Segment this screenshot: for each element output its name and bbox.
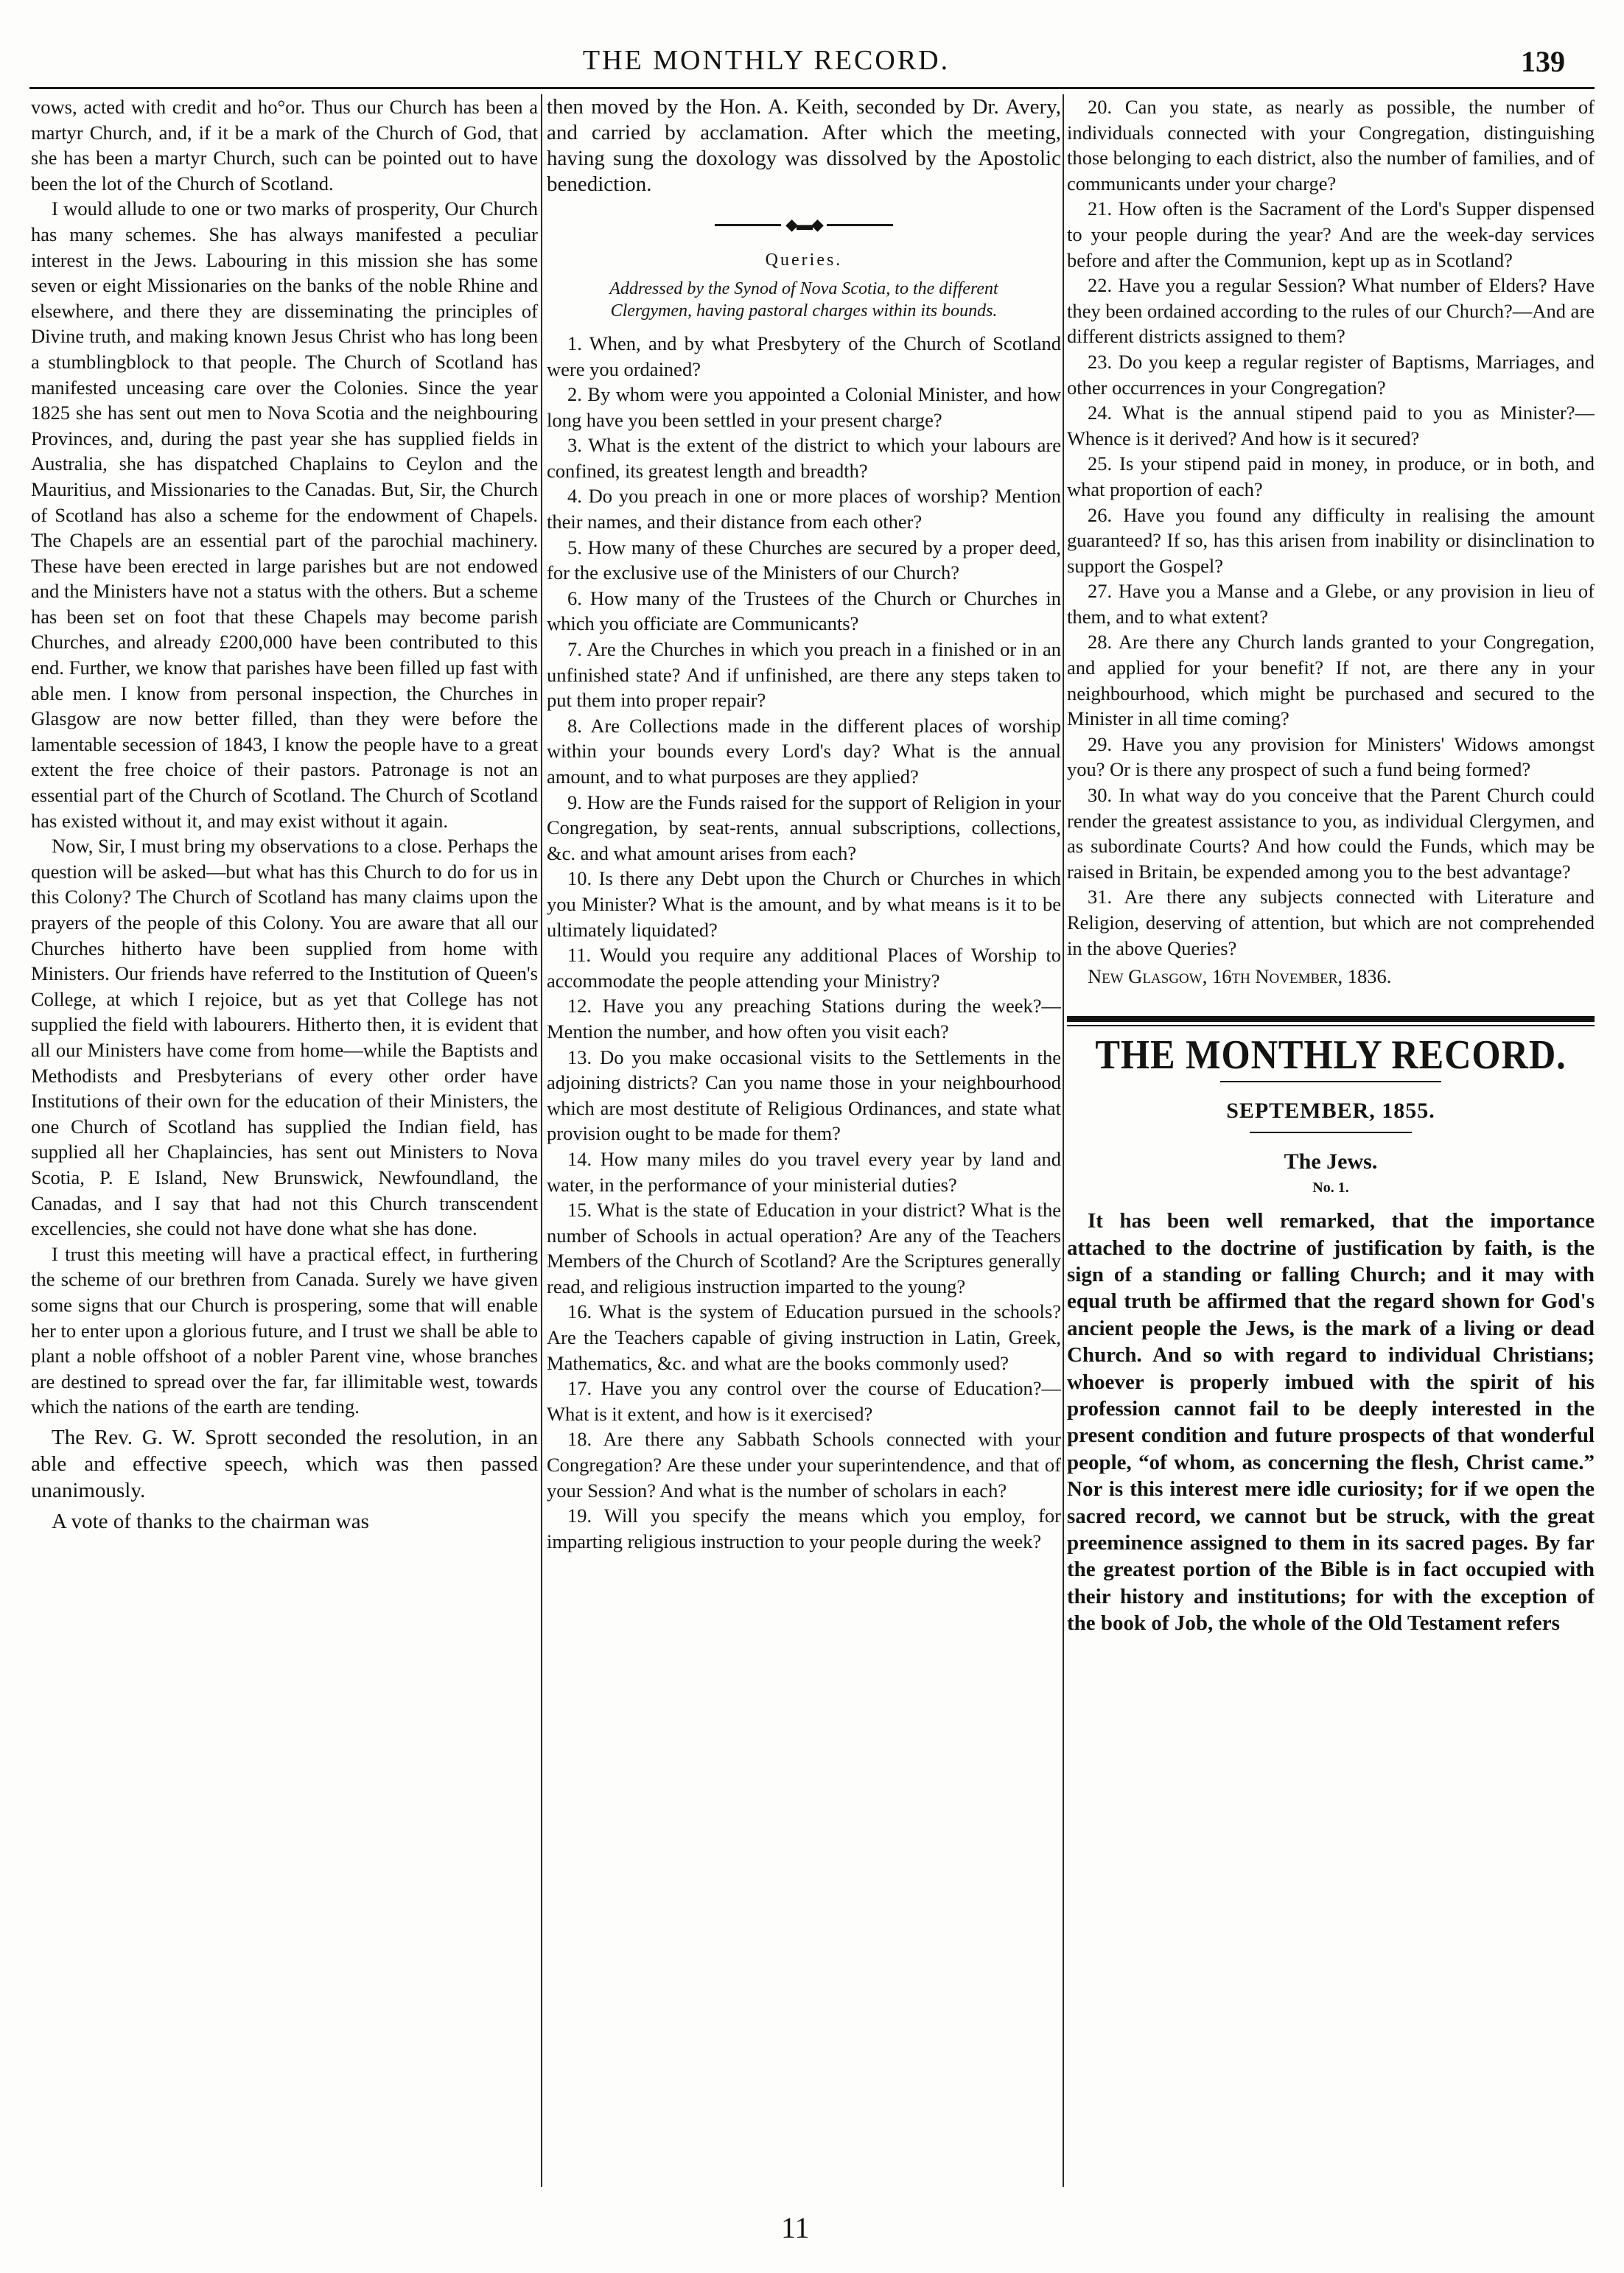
query-item-continued-1: 20. Can you state, as nearly as possible, the number of individuals connected with your Congregation, distinguishing those belonging to each district, also the number of families, and of communicants under your charge? xyxy=(1067,96,1595,195)
left-column xyxy=(31,94,538,2194)
query-item-continued-12: 31. Are there any subjects connected with Literature and Religion, deserving of attention, but which are not comprehended in the above Queries? xyxy=(1067,886,1595,959)
date-rule xyxy=(1250,1132,1412,1133)
section-body: It has been well remarked, that the importance attached to the doctrine of justification by faith, is the sign of a standing or falling Church; and it may with equal truth be affirmed that the regard shown for God's ancient people the Jews, is the mark of a living or dead Church. And so with regard to individual Christians; whoever is properly imbued with the spirit of his profession cannot fail to be deeply interested in the present condition and future prospects of that wonderful people, “of whom, as concerning the flesh, Christ came.” Nor is this interest mere idle curiosity; for if we open the sacred record, we cannot but be struck, with the great preeminence assigned to them in its sacred pages. By far the greatest portion of the Bible is in fact occupied with their history and institutions; for with the exception of the book of Job, the whole of the Old Testament refers xyxy=(1067,1209,1595,1636)
query-item-continued-6: 25. Is your stipend paid in money, in produce, or in both, and what proportion of each? xyxy=(1067,452,1595,500)
query-item-continued-5: 24. What is the annual stipend paid to you as Minister?—Whence is it derived? And how is it secured? xyxy=(1067,402,1595,449)
query-item-13: 13. Do you make occasional visits to the Settlements in the adjoining districts? Can you name those in your neighbourhood which are most destitute of Religious Ordinances, and state what provision ought to be made for them? xyxy=(547,1046,1061,1145)
query-item-14: 14. How many miles do you travel every year by land and water, in the performance of your ministerial duties? xyxy=(547,1147,1061,1196)
section-title: The Jews. xyxy=(1284,1149,1378,1174)
query-item-6: 6. How many of the Trustees of the Church or Churches in which you officiate are Communicants? xyxy=(547,586,1061,635)
printer-signature-mark: 11 xyxy=(781,2211,810,2244)
masthead-rule xyxy=(1220,1081,1441,1082)
query-item-17: 17. Have you any control over the course of Education?—What is it extent, and how is it exercised? xyxy=(547,1377,1061,1425)
query-item-1: 1. When, and by what Presbytery of the Church of Scotland were you ordained? xyxy=(547,332,1061,380)
masthead-date: SEPTEMBER, 1855. xyxy=(1226,1099,1435,1124)
section-thick-rule xyxy=(1067,1016,1595,1022)
left-paragraph-5: The Rev. G. W. Sprott seconded the resolution, in an able and effective speech, which was then passed unanimously. xyxy=(31,1425,538,1502)
header-rule xyxy=(29,87,1595,89)
dateline-signature: New Glasgow, 16th November, 1836. xyxy=(1088,965,1392,988)
queries-subheading: Addressed by the Synod of Nova Scotia, to the different Clergymen, having pastoral charges within its bounds. xyxy=(609,279,998,321)
masthead-title: THE MONTHLY RECORD. xyxy=(1095,1032,1567,1078)
queries-list-part-1 xyxy=(547,331,1061,1555)
right-column xyxy=(1067,94,1595,2194)
query-item-continued-4: 23. Do you keep a regular register of Baptisms, Marriages, and other occurrences in your Congregation? xyxy=(1067,350,1595,399)
query-item-continued-7: 26. Have you found any difficulty in realising the amount guaranteed? If so, has this arisen from inability or disinclination to support the Gospel? xyxy=(1067,503,1595,577)
section-thin-rule xyxy=(1067,1025,1595,1026)
query-item-continued-3: 22. Have you a regular Session? What number of Elders? Have they been ordained according to the rules of our Church?—And are different districts assigned to them? xyxy=(1067,274,1595,348)
queries-heading: Queries. xyxy=(765,251,843,270)
query-item-11: 11. Would you require any additional Places of Worship to accommodate the people attending your Ministry? xyxy=(547,944,1061,992)
query-item-continued-8: 27. Have you a Manse and a Glebe, or any provision in lieu of them, and to what extent? xyxy=(1067,580,1595,628)
meeting-conclusion: then moved by the Hon. A. Keith, seconded by Dr. Avery, and carried by acclamation. After which the meeting, having sung the doxology was dissolved by the Apostolic benediction. xyxy=(547,95,1061,196)
query-item-continued-11: 30. In what way do you conceive that the Parent Church could render the greatest assistance to you, as individual Clergymen, and as subordinate Courts? And how could the Funds, which may be raised in Britain, be expended among you to the best advantage? xyxy=(1067,784,1595,883)
query-item-continued-2: 21. How often is the Sacrament of the Lord's Supper dispensed to your people during the year? And are the week-day services before and after the Communion, kept up as in Scotland? xyxy=(1067,197,1595,271)
query-item-7: 7. Are the Churches in which you preach in a finished or in an unfinished state? And if unfinished, are there any steps taken to put them into proper repair? xyxy=(547,638,1061,712)
running-title: THE MONTHLY RECORD. xyxy=(582,45,951,76)
query-item-8: 8. Are Collections made in the different places of worship within your bounds every Lord's day? What is the annual amount, and to what purposes are they applied? xyxy=(547,714,1061,788)
left-paragraph-4: I trust this meeting will have a practical effect, in furthering the scheme of our brethren from Canada. Surely we have given some signs that our Church is prospering, some that will enable her to enter upon a glorious future, and I trust we shall be able to plant a noble offshoot of a nobler Parent vine, whose branches are destined to spread over the far, far illimitable west, towards which the nations of the earth are tending. xyxy=(31,1242,538,1418)
query-item-5: 5. How many of these Churches are secured by a proper deed, for the exclusive use of the Ministers of our Church? xyxy=(547,536,1061,584)
column-divider-left xyxy=(541,94,542,2187)
query-item-4: 4. Do you preach in one or more places of worship? Mention their names, and their distance from each other? xyxy=(547,485,1061,533)
query-item-12: 12. Have you any preaching Stations during the week?—Mention the number, and how often you visit each? xyxy=(547,995,1061,1043)
left-paragraph-6: A vote of thanks to the chairman was xyxy=(52,1509,369,1533)
query-item-16: 16. What is the system of Education pursued in the schools? Are the Teachers capable of giving instruction in Latin, Greek, Mathematics, &c. and what are the books commonly used? xyxy=(547,1300,1061,1374)
column-divider-right xyxy=(1063,94,1064,2187)
query-item-continued-10: 29. Have you any provision for Ministers' Widows amongst you? Or is there any prospect of such a fund being formed? xyxy=(1067,732,1595,781)
right-column-top xyxy=(1067,94,1595,1637)
query-item-2: 2. By whom were you appointed a Colonial Minister, and how long have you been settled in your present charge? xyxy=(547,383,1061,431)
section-number: No. 1. xyxy=(1312,1179,1349,1196)
left-paragraph-2: I would allude to one or two marks of prosperity, Our Church has many schemes. She has always manifested a peculiar interest in the Jews. Labouring in this mission she has some seven or eight Missionaries on the banks of the noble Rhine and elsewhere, and there they are disseminating the principles of Divine truth, and making known Jesus Christ who has long been a stumblingblock to that people. The Church of Scotland has manifested unceasing care over the Colonies. Since the year 1825 she has sent out men to Nova Scotia and the neighbouring Provinces, and, during the past year she has supplied fields in Australia, she has dispatched Chaplains to Ceylon and the Mauritius, and Missionaries to the Canadas. But, Sir, the Church of Scotland has also a scheme for the endowment of Chapels. The Chapels are an essential part of the parochial machinery. These have been erected in large parishes but are not endowed and the Ministers have not a status with the others. But a scheme has been set on foot that these Chapels may become parish Churches, and already £200,000 have been contributed to this end. Further, we know that parishes have been filled up fast with able men. I know from personal inspection, the Churches in Glasgow are now better filled, than they were before the lamentable secession of 1843, I know the people have to a great extent the free choice of their pastors. Patronage is not an essential part of the Church of Scotland. The Church of Scotland has existed without it, and may exist without it again. xyxy=(31,197,538,832)
query-item-19: 19. Will you specify the means which you employ, for imparting religious instruction to your people during the week? xyxy=(547,1505,1061,1552)
query-item-15: 15. What is the state of Education in your district? What is the number of Schools in actual operation? Are any of the Teachers Members of the Church of Scotland? Are the Scriptures generally read, and religious instruction imparted to the young? xyxy=(547,1199,1061,1297)
ornament-divider: ◆▬◆ xyxy=(547,211,1061,237)
query-item-continued-9: 28. Are there any Church lands granted to your Congregation, and applied for your benefit? If not, are there any in your neighbourhood, which might be purchased and secured to the Minister in all time coming? xyxy=(1067,631,1595,730)
page-number: 139 xyxy=(1521,45,1565,78)
query-item-18: 18. Are there any Sabbath Schools connected with your Congregation? Are these under your superintendence, and that of your Session? And what is the number of scholars in each? xyxy=(547,1428,1061,1502)
query-item-3: 3. What is the extent of the district to which your labours are confined, its greatest length and breadth? xyxy=(547,434,1061,482)
middle-column xyxy=(547,94,1061,2194)
query-item-9: 9. How are the Funds raised for the support of Religion in your Congregation, by seat-rents, annual subscriptions, collections, &c. and what amount arises from each? xyxy=(547,791,1061,864)
queries-list-part-2 xyxy=(1067,94,1595,961)
query-item-10: 10. Is there any Debt upon the Church or Churches in which you Minister? What is the amount, and by what means is it to be ultimately liquidated? xyxy=(547,867,1061,941)
left-paragraph-3: Now, Sir, I must bring my observations to a close. Perhaps the question will be asked—but what has this Church to do for us in this Colony? The Church of Scotland has many claims upon the prayers of the people of this Colony. You are aware that all our Churches hitherto have been supplied from home with Ministers. Our friends have referred to the Institution of Queen's College, at which I rejoice, but as yet that College has not supplied the field with labourers. Hitherto then, it is evident that all our Ministers have come from home—while the Baptists and Methodists and Presbyterians of every other order have Institutions of their own for the education of their Ministers, the one Church of Scotland has supplied the Indian field, has supplied all her Chaplaincies, has sent out Ministers to Nova Scotia, P. E Island, New Brunswick, Newfoundland, the Canadas, and I say that had not this Church transcendent excellencies, she could not have done what she has done. xyxy=(31,835,538,1240)
left-paragraph-1: vows, acted with credit and ho°or. Thus our Church has been a martyr Church, and, if it be a mark of the Church of God, that she has been a martyr Church, such can be pointed out to have been the lot of the Church of Scotland. xyxy=(31,96,538,195)
